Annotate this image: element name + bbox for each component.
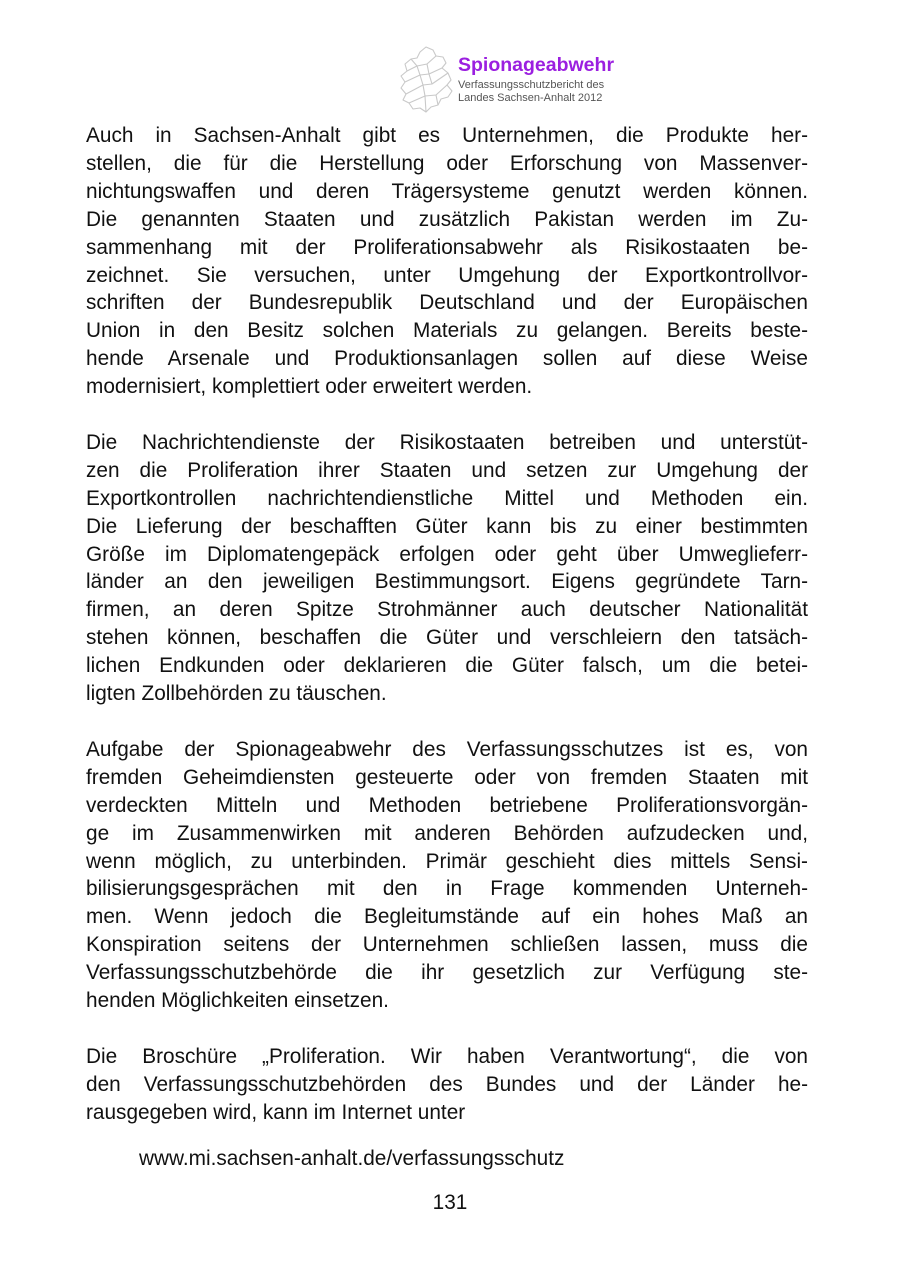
text-line: Konspiration seitens der Unternehmen schließen lassen, muss die [86,933,808,957]
text-line: zen die Proliferation ihrer Staaten und setzen zur Umgehung der [86,458,808,482]
text-line: Aufgabe der Spionageabwehr des Verfassungsschutzes ist es, von [86,737,808,761]
page-number: 131 [432,1191,468,1214]
text-line: henden Möglichkeiten einsetzen. [86,989,389,1013]
paragraph-4 [86,1043,808,1127]
text-line: Union in den Besitz solchen Materials zu gelangen. Bereits beste- [86,319,808,343]
text-line: men. Wenn jedoch die Begleitumstände auf ein hohes Maß an [86,905,808,929]
text-line: stellen, die für die Herstellung oder Erforschung von Massenver- [86,151,808,175]
website-url[interactable]: www.mi.sachsen-anhalt.de/verfassungsschutz [139,1147,565,1170]
text-line: ge im Zusammenwirken mit anderen Behörden aufzudecken und, [86,821,808,845]
text-line: Die Broschüre „Proliferation. Wir haben Verantwortung“, die von [86,1044,808,1068]
text-line: ligten Zollbehörden zu täuschen. [86,682,387,706]
page-header [396,44,696,114]
text-line: firmen, an deren Spitze Strohmänner auch deutscher Nationalität [86,598,808,622]
text-line: Exportkontrollen nachrichtendienstliche Mittel und Methoden ein. [86,486,808,510]
text-line: verdeckten Mitteln und Methoden betriebene Proliferationsvorgän- [86,793,808,817]
header-subtitle-line-1: Verfassungsschutzbericht des [458,79,605,91]
text-line: Auch in Sachsen-Anhalt gibt es Unternehmen, die Produkte her- [86,124,808,147]
text-line: nichtungswaffen und deren Trägersysteme genutzt werden können. [86,179,808,203]
text-line: bilisierungsgesprächen mit den in Frage kommenden Unterneh- [86,877,808,901]
text-line: sammenhang mit der Proliferationsabwehr als Risikostaaten be- [86,235,808,259]
text-line: Verfassungsschutzbehörde die ihr gesetzlich zur Verfügung ste- [86,961,808,985]
sachsen-anhalt-map-icon [396,44,458,114]
text-line: rausgegeben wird, kann im Internet unter [86,1100,466,1124]
text-line: Die genannten Staaten und zusätzlich Pakistan werden im Zu- [86,207,808,231]
header-title: Spionageabwehr [458,54,615,76]
text-line: hende Arsenale und Produktionsanlagen sollen auf diese Weise [86,347,808,371]
paragraph-2 [86,429,808,708]
body-text [86,122,808,1154]
text-line: stehen können, beschaffen die Güter und verschleiern den tatsäch- [86,626,808,650]
text-line: länder an den jeweiligen Bestimmungsort. Eigens gegründete Tarn- [86,570,808,594]
header-subtitle-line-2: Landes Sachsen-Anhalt 2012 [458,92,603,104]
text-line: Die Lieferung der beschafften Güter kann bis zu einer bestimmten [86,514,808,538]
text-line: lichen Endkunden oder deklarieren die Güter falsch, um die betei- [86,654,808,678]
text-line: den Verfassungsschutzbehörden des Bundes und der Länder he- [86,1072,808,1096]
paragraph-3 [86,736,808,1015]
paragraph-1 [86,122,808,401]
text-line: schriften der Bundesrepublik Deutschland und der Europäischen [86,291,808,315]
text-line: Größe im Diplomatengepäck erfolgen oder geht über Umweglieferr- [86,542,808,566]
text-line: zeichnet. Sie versuchen, unter Umgehung der Exportkontrollvor- [86,263,808,287]
text-line: Die Nachrichtendienste der Risikostaaten betreiben und unterstüt- [86,430,808,454]
text-line: modernisiert, komplettiert oder erweitert werden. [86,375,533,399]
text-line: fremden Geheimdiensten gesteuerte oder von fremden Staaten mit [86,765,808,789]
text-line: wenn möglich, zu unterbinden. Primär geschieht dies mittels Sensi- [86,849,808,873]
